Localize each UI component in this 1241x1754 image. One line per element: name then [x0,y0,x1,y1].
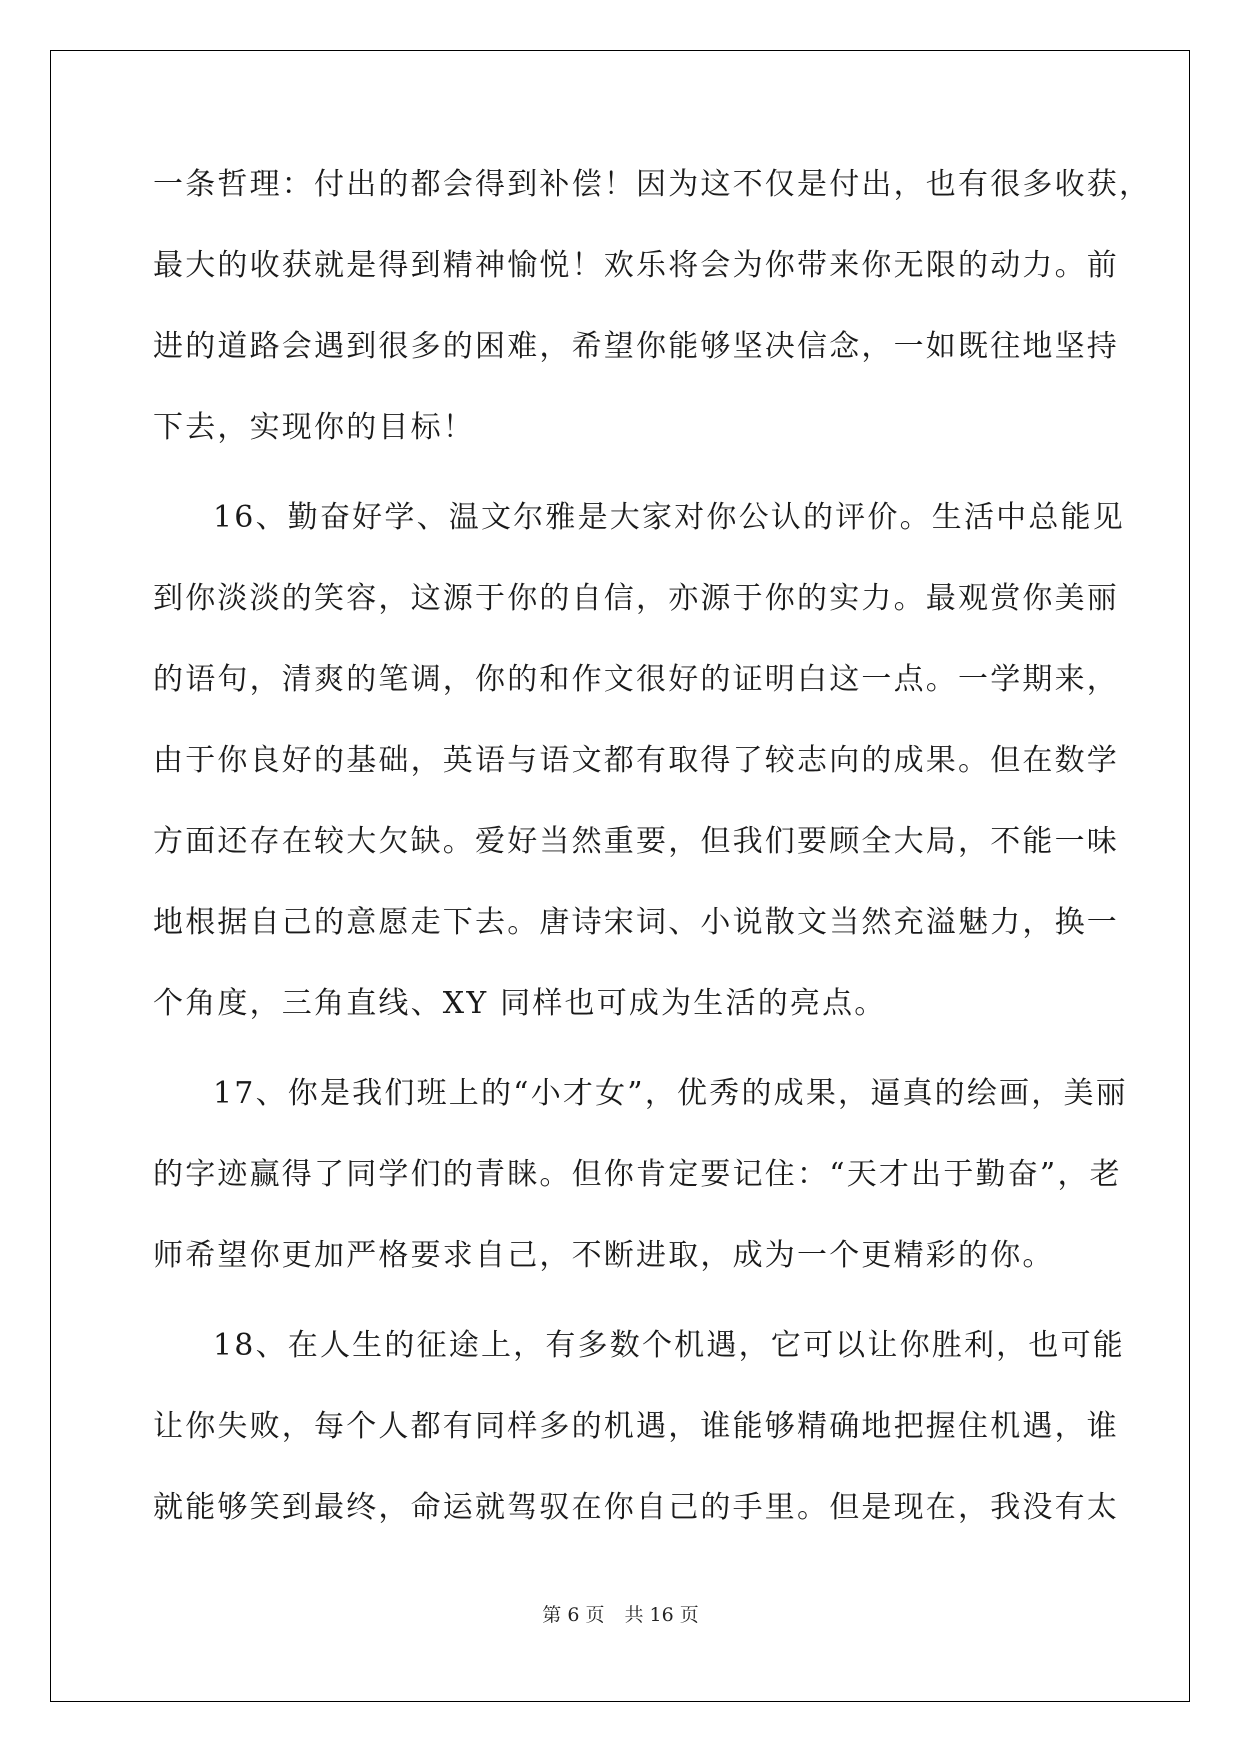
text-line: 到你淡淡的笑容，这源于你的自信，亦源于你的实力。最观赏你美丽 [153,581,1119,616]
text-line: 个角度，三角直线、XY 同样也可成为生活的亮点。 [153,986,887,1021]
text-line: 地根据自己的意愿走下去。唐诗宋词、小说散文当然充溢魅力，换一 [153,905,1119,940]
paragraph-16-first-line: 16、勤奋好学、温文尔雅是大家对你公认的评价。生活中总能见 [213,500,1125,535]
text-line: 下去，实现你的目标！ [153,410,475,445]
paragraph-18-first-line: 18、在人生的征途上，有多数个机遇，它可以让你胜利，也可能 [213,1328,1125,1363]
page-number-current: 第 6 页 [542,1604,605,1626]
text-line: 的语句，清爽的笔调，你的和作文很好的证明白这一点。一学期来， [153,662,1119,697]
page-footer [0,1603,1241,1627]
page-number-total: 共 16 页 [624,1604,699,1626]
text-line: 就能够笑到最终，命运就驾驭在你自己的手里。但是现在，我没有太 [153,1490,1119,1525]
paragraph-17-first-line: 17、你是我们班上的“小才女”，优秀的成果，逼真的绘画，美丽 [213,1076,1128,1111]
text-line: 最大的收获就是得到精神愉悦！欢乐将会为你带来你无限的动力。前 [153,248,1119,283]
text-line: 师希望你更加严格要求自己，不断进取，成为一个更精彩的你。 [153,1238,1055,1273]
text-line: 方面还存在较大欠缺。爱好当然重要，但我们要顾全大局，不能一味 [153,824,1119,859]
page-border [50,50,1190,1702]
text-line: 让你失败，每个人都有同样多的机遇，谁能够精确地把握住机遇，谁 [153,1409,1119,1444]
text-line: 进的道路会遇到很多的困难，希望你能够坚决信念，一如既往地坚持 [153,329,1119,364]
text-line: 由于你良好的基础，英语与语文都有取得了较志向的成果。但在数学 [153,743,1119,778]
text-line: 一条哲理：付出的都会得到补偿！因为这不仅是付出，也有很多收获， [153,167,1152,202]
text-line: 的字迹赢得了同学们的青睐。但你肯定要记住：“天才出于勤奋”，老 [153,1157,1122,1192]
